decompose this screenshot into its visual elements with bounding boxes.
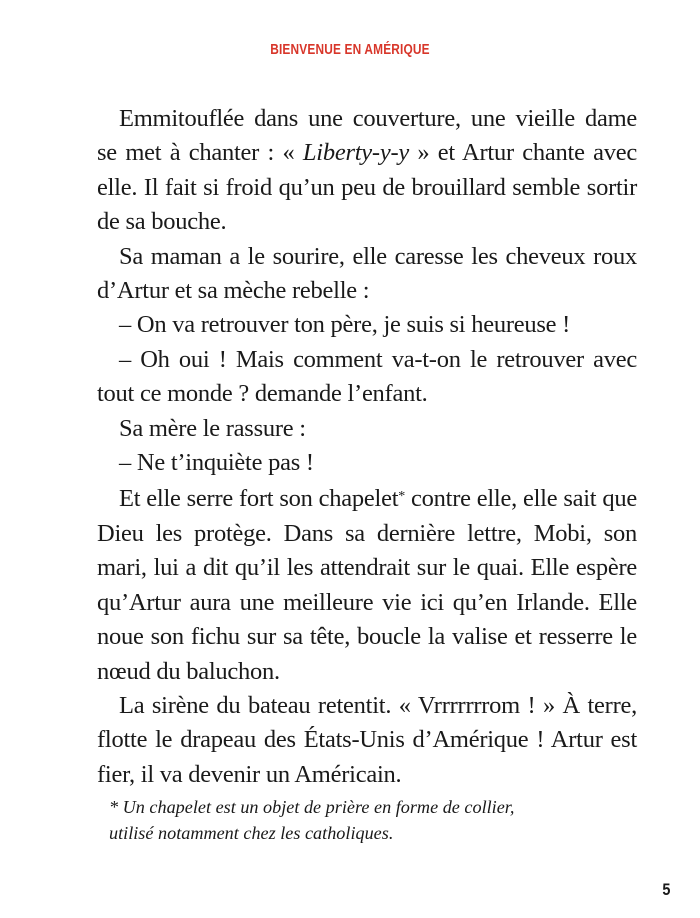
paragraph-text: Et elle serre fort son chapelet xyxy=(119,485,399,513)
running-title: BIENVENUE EN AMÉRIQUE xyxy=(270,42,430,58)
paragraph-text: » et Artur chante avec elle. Il fait si froid qu’un peu de brouillard semble sortir de sa bouche. xyxy=(97,139,637,236)
paragraph: La sirène du bateau retentit. « Vrrrrrrrom ! » À terre, flotte le drapeau des États-Unis d’Amérique ! Artur est fier, il va devenir un Américain. xyxy=(97,691,637,788)
paragraph: Sa mère le rassure : xyxy=(119,414,306,442)
paragraph: Sa maman a le sourire, elle caresse les cheveux roux d’Artur et sa mèche rebelle : xyxy=(97,242,637,305)
dialogue-line: – Oh oui ! Mais comment va-t-on le retrouver avec tout ce monde ? demande l’enfant. xyxy=(97,345,637,408)
dialogue-line: – Ne t’inquiète pas ! xyxy=(119,449,314,477)
footnote-line: utilisé notamment chez les catholiques. xyxy=(109,822,394,843)
body-text xyxy=(97,102,637,792)
page-number: 5 xyxy=(661,880,670,899)
italic-song-text: Liberty-y-y xyxy=(302,139,409,167)
paragraph-text: contre elle, elle sait que Dieu les protège. Dans sa dernière lettre, Mobi, son mari, lui a dit qu’il les attendrait sur le quai. Elle espère qu’Artur aura une meilleure vie ici qu’en Irlande. Elle noue son fichu sur sa tête, boucle la valise et resserre le nœud du baluchon. xyxy=(97,485,637,685)
paragraph-text: Emmitouflée dans une couverture, une vieille dame se met à chanter : « xyxy=(97,105,637,167)
footnote-marker: * xyxy=(398,489,406,505)
paragraph xyxy=(97,480,637,688)
footnote xyxy=(109,795,629,846)
dialogue-line: – On va retrouver ton père, je suis si heureuse ! xyxy=(119,311,571,339)
paragraph xyxy=(97,102,637,240)
footnote-line: * Un chapelet est un objet de prière en forme de collier, xyxy=(109,797,515,817)
